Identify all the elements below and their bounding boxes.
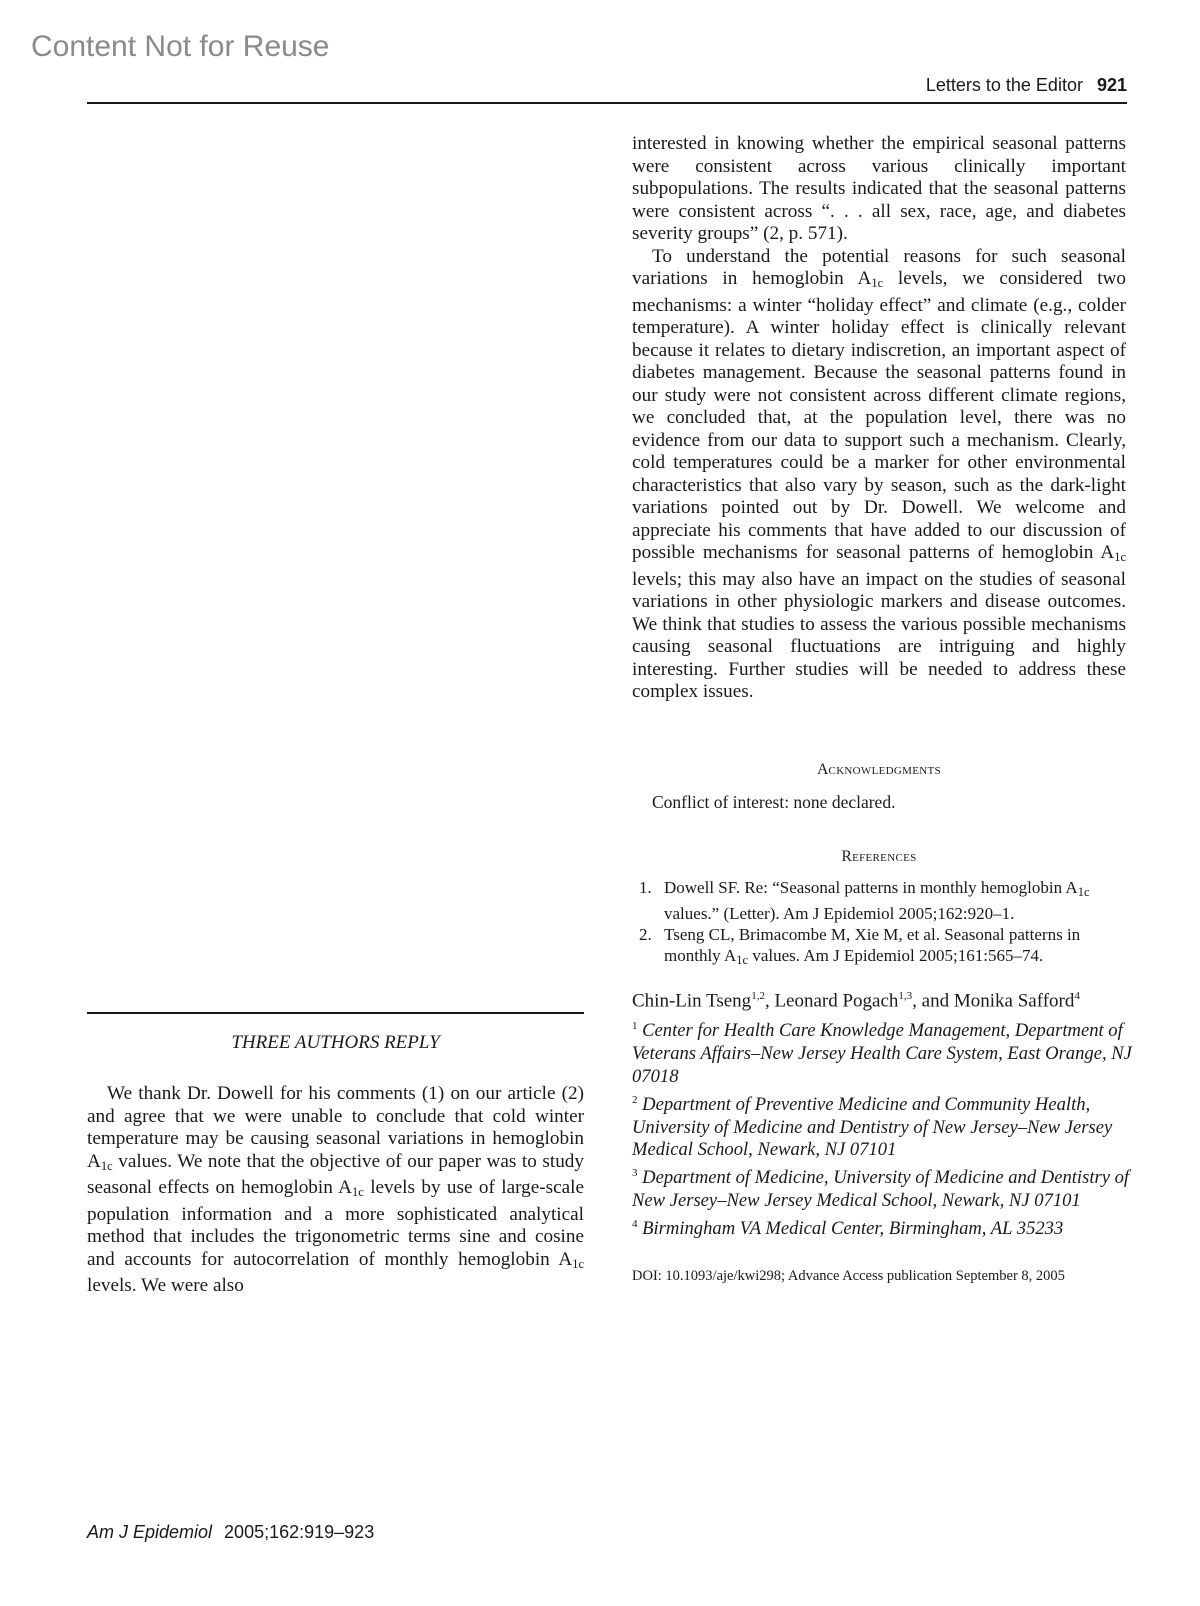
subscript: 1c xyxy=(871,276,884,290)
journal-citation: 2005;162:919–923 xyxy=(224,1522,375,1542)
text-run: values.” (Letter). Am J Epidemiol 2005;162:920–1. xyxy=(664,904,1015,923)
subscript: 1c xyxy=(352,1185,364,1199)
affiliation xyxy=(632,1015,1132,1089)
affiliation xyxy=(632,1213,1132,1241)
affiliation-number: 1 xyxy=(632,1020,638,1033)
reference-number: 2. xyxy=(639,925,652,944)
text-run: values. We note that the objective of our paper was to study seasonal effects on hemoglobin A xyxy=(87,1150,584,1198)
subscript: 1c xyxy=(100,1158,113,1173)
affiliation-text: Department of Preventive Medicine and Community Health, University of Medicine and Dentistry of New Jersey–New Jersey Medical School, Newark, NJ 07101 xyxy=(632,1093,1113,1161)
page-footer xyxy=(87,1522,374,1543)
reference-item xyxy=(639,924,1119,971)
affiliation xyxy=(632,1089,1132,1163)
text-run: values. Am J Epidemiol 2005;161:565–74. xyxy=(748,946,1044,965)
body-paragraph: interested in knowing whether the empirical seasonal patterns were consistent across various clinically important subpopulations. The results indicated that the seasonal patterns were consistent across “. . . all sex, race, age, and diabetes severity groups” (2, p. 571). xyxy=(632,133,1126,244)
text-run: Tseng CL, Brimacombe M, Xie M, et al. Seasonal patterns in monthly A xyxy=(664,925,1081,965)
text-run: levels, we considered two mechanisms: a winter “holiday effect” and climate (e.g., colder temperature). A winter holiday effect is clinically relevant because it relates to dietary indiscretion, an important aspect of diabetes management. Because the seasonal patterns found in our study were not consistent across different climate regions, we concluded that, at the population level, there was no evidence from our data to support such a mechanism. Clearly, cold temperatures could be a marker for other environmental characteristics that also vary by season, such as the dark-light variations pointed out by Dr. Dowell. We welcome and appreciate his comments that have added to our discussion of possible mechanisms for seasonal patterns of hemoglobin A xyxy=(632,268,1126,563)
text-run: To understand the potential reasons for such seasonal variations in hemoglobin A xyxy=(632,245,1126,289)
affiliation-number: 3 xyxy=(632,1167,638,1180)
author-name: , Leonard Pogach xyxy=(764,990,899,1012)
affiliation-text: Center for Health Care Knowledge Management, Department of Veterans Affairs–New Jersey Health Care System, East Orange, NJ 07018 xyxy=(632,1020,1132,1087)
subscript: 1c xyxy=(1114,550,1126,564)
body-paragraph xyxy=(632,246,1126,704)
subscript: 1c xyxy=(1077,885,1090,899)
affiliation xyxy=(632,1162,1132,1213)
conflict-of-interest: Conflict of interest: none declared. xyxy=(652,792,896,812)
author-name: Chin-Lin Tseng xyxy=(632,990,752,1012)
doi-line: DOI: 10.1093/aje/kwi298; Advance Access publication September 8, 2005 xyxy=(632,1268,1065,1284)
text-run: We thank Dr. Dowell for his comments (1) on our article (2) and agree that we were unable to conclude that cold winter temperature may be causing seasonal variations in hemoglobin A xyxy=(87,1083,584,1172)
author-name: , and Monika Safford xyxy=(912,990,1075,1012)
watermark: Content Not for Reuse xyxy=(31,30,330,63)
author-names xyxy=(632,985,1132,1013)
running-header xyxy=(87,72,1127,104)
reference-number: 1. xyxy=(639,878,652,897)
reply-title: THREE AUTHORS REPLY xyxy=(231,1032,440,1053)
subscript: 1c xyxy=(736,953,749,967)
affiliation-number: 4 xyxy=(632,1218,638,1231)
author-block xyxy=(632,985,1132,1241)
author-affiliation-mark: 4 xyxy=(1074,990,1080,1002)
text-run: levels. We were also xyxy=(87,1275,244,1296)
author-affiliation-mark: 1,3 xyxy=(898,990,913,1002)
text-run: levels; this may also have an impact on the studies of seasonal variations in other physiologic markers and disease outcomes. We think that studies to assess the various possible mechanisms causing seasonal fluctuations are intriguing and highly interesting. Further studies will be needed to address these complex issues. xyxy=(632,568,1126,702)
acknowledgments-heading: Acknowledgments xyxy=(817,761,941,778)
reference-item xyxy=(639,877,1119,924)
section-name: Letters to the Editor xyxy=(925,75,1083,95)
right-column-body xyxy=(632,133,1126,704)
affiliation-text: Birmingham VA Medical Center, Birmingham, AL 35233 xyxy=(642,1218,1064,1240)
reference-list xyxy=(639,877,1119,971)
left-column-body xyxy=(87,1083,584,1298)
author-affiliation-mark: 1,2 xyxy=(751,990,765,1002)
text-run: Dowell SF. Re: “Seasonal patterns in monthly hemoglobin A xyxy=(664,878,1078,897)
page-number: 921 xyxy=(1096,75,1127,95)
references-heading: References xyxy=(841,848,917,865)
journal-name: Am J Epidemiol xyxy=(87,1522,213,1542)
affiliation-number: 2 xyxy=(632,1093,638,1106)
text-run: levels by use of large-scale population information and a more sophisticated analytical method that includes the trigonometric terms sine and cosine and accounts for autocorrelation of monthly hemoglobin A xyxy=(87,1177,584,1270)
affiliation-text: Department of Medicine, University of Medicine and Dentistry of New Jersey–New Jersey Medical School, Newark, NJ 07101 xyxy=(632,1167,1130,1212)
body-paragraph xyxy=(87,1083,584,1298)
subscript: 1c xyxy=(572,1256,584,1271)
section-divider xyxy=(87,1012,584,1014)
